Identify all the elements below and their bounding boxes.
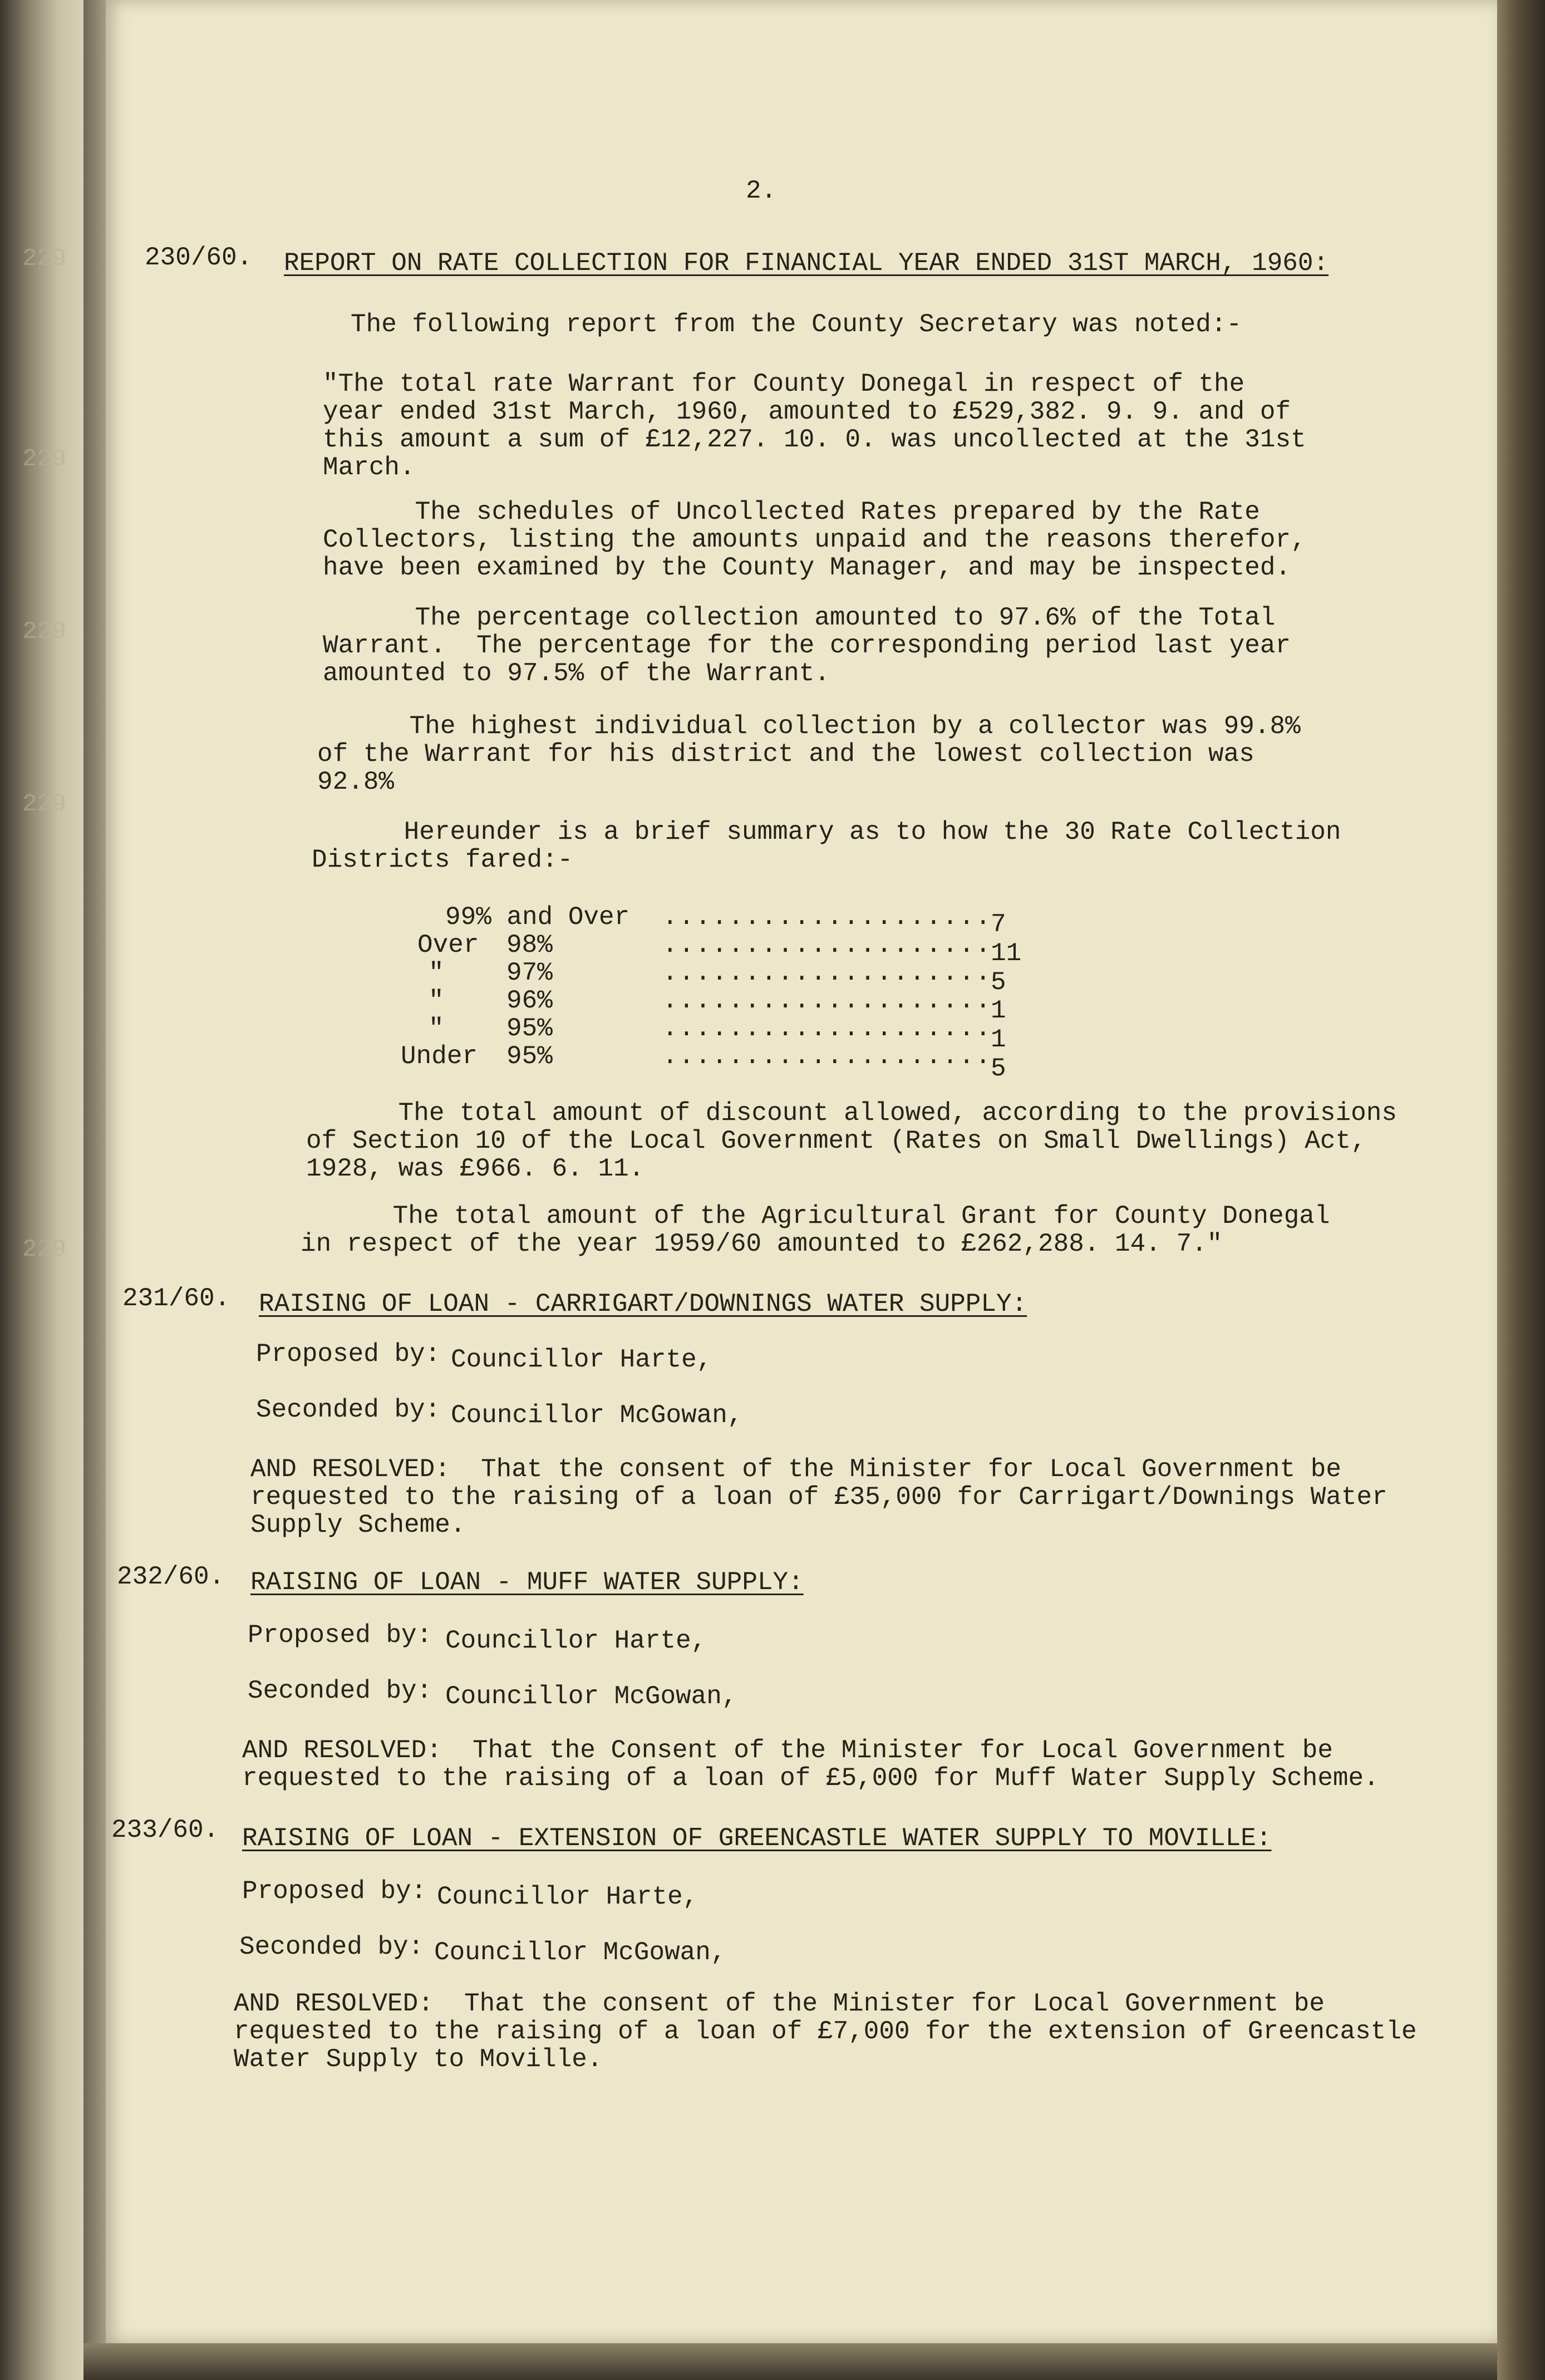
summary-dots: .................... (662, 958, 992, 987)
report-paragraph: The total amount of the Agricultural Grant for County Donegal in respect of the year 1959/60 amounted to £262,288. 14. 7." (301, 1202, 1330, 1258)
proposed-label: Proposed by: (242, 1877, 427, 1906)
summary-band: 98% (506, 931, 553, 960)
proposer-name: Councillor Harte, (445, 1626, 707, 1655)
book-binding (0, 0, 83, 2380)
summary-prefix: " (429, 1014, 444, 1043)
margin-mark: 229 (22, 1236, 67, 1263)
document-page (106, 0, 1497, 2343)
report-paragraph: The highest individual collection by a collector was 99.8% of the Warrant for his district and the lowest collection was 92.8% (317, 712, 1301, 796)
minute-number: 233/60. (111, 1816, 219, 1845)
summary-prefix: " (429, 958, 444, 987)
resolution-text: AND RESOLVED: That the Consent of the Minister for Local Government be requested to the raising of a loan of £5,000 for Muff Water Supply Scheme. (242, 1736, 1379, 1793)
margin-mark: 229 (22, 790, 67, 818)
minute-heading: RAISING OF LOAN - MUFF WATER SUPPLY: (250, 1568, 804, 1597)
summary-dots: .................... (662, 903, 992, 932)
minute-number: 232/60. (117, 1562, 225, 1591)
intro-text: The following report from the County Secretary was noted:- (351, 310, 1242, 339)
proposed-label: Proposed by: (256, 1340, 441, 1369)
bottom-page-edge (83, 2343, 1497, 2380)
report-paragraph: Hereunder is a brief summary as to how the 30 Rate Collection Districts fared:- (312, 818, 1341, 874)
left-page-edge (83, 0, 106, 2380)
seconded-label: Seconded by: (248, 1676, 432, 1705)
resolution-text: AND RESOLVED: That the consent of the Minister for Local Government be requested to the raising of a loan of £7,000 for the extension of Greencastle Water Supply to Moville. (234, 1989, 1417, 2074)
summary-prefix: Under (401, 1042, 478, 1071)
proposed-label: Proposed by: (248, 1621, 432, 1650)
summary-count: 5 (991, 968, 1006, 997)
summary-prefix: " (429, 986, 444, 1015)
proposer-name: Councillor Harte, (451, 1345, 712, 1374)
summary-dots: .................... (662, 986, 992, 1015)
report-paragraph: The schedules of Uncollected Rates prepared by the Rate Collectors, listing the amounts unpaid and the reasons therefor, have been examined by the County Manager, and may be inspected. (323, 498, 1306, 582)
margin-mark: 229 (22, 445, 67, 473)
seconder-name: Councillor McGowan, (451, 1401, 743, 1430)
seconded-label: Seconded by: (239, 1932, 424, 1961)
seconder-name: Councillor McGowan, (434, 1938, 726, 1967)
report-paragraph: The total amount of discount allowed, according to the provisions of Section 10 of the Local Government (Rates on Small Dwellings) Act, 1928, was £966. 6. 11. (306, 1099, 1397, 1183)
minute-number: 231/60. (122, 1284, 230, 1313)
report-paragraph: "The total rate Warrant for County Donegal in respect of the year ended 31st March, 1960, amounted to £529,382. 9. 9. and of this amount a sum of £12,227. 10. 0. was uncollected at the 31st March. (323, 370, 1306, 482)
minute-number: 230/60. (145, 243, 253, 272)
summary-band: 96% (506, 986, 553, 1015)
summary-count: 1 (991, 996, 1006, 1025)
summary-dots: .................... (662, 1014, 992, 1043)
summary-count: 5 (991, 1054, 1006, 1083)
right-page-edge (1497, 0, 1545, 2380)
summary-prefix: Over (417, 931, 479, 960)
summary-count: 1 (991, 1025, 1006, 1054)
margin-mark: 229 (22, 618, 67, 646)
minute-heading: REPORT ON RATE COLLECTION FOR FINANCIAL YEAR ENDED 31ST MARCH, 1960: (284, 249, 1329, 278)
proposer-name: Councillor Harte, (437, 1882, 698, 1911)
summary-dots: .................... (662, 1042, 992, 1071)
seconder-name: Councillor McGowan, (445, 1682, 737, 1711)
report-paragraph: The percentage collection amounted to 97.6% of the Total Warrant. The percentage for the corresponding period last year amounted to 97.5% of the Warrant. (323, 603, 1291, 688)
seconded-label: Seconded by: (256, 1395, 441, 1424)
summary-count: 7 (991, 910, 1006, 939)
summary-band: 95% (506, 1042, 553, 1071)
minute-heading: RAISING OF LOAN - CARRIGART/DOWNINGS WATER SUPPLY: (259, 1290, 1027, 1319)
summary-band: 99% and Over (445, 903, 630, 932)
margin-mark: 229 (22, 245, 67, 273)
summary-count: 11 (991, 939, 1022, 968)
summary-dots: .................... (662, 931, 992, 960)
minute-heading: RAISING OF LOAN - EXTENSION OF GREENCASTLE WATER SUPPLY TO MOVILLE: (242, 1824, 1272, 1853)
summary-band: 95% (506, 1014, 553, 1043)
summary-band: 97% (506, 958, 553, 987)
resolution-text: AND RESOLVED: That the consent of the Minister for Local Government be requested to the raising of a loan of £35,000 for Carrigart/Downings Water Supply Scheme. (250, 1455, 1387, 1540)
page-number: 2. (746, 176, 777, 205)
